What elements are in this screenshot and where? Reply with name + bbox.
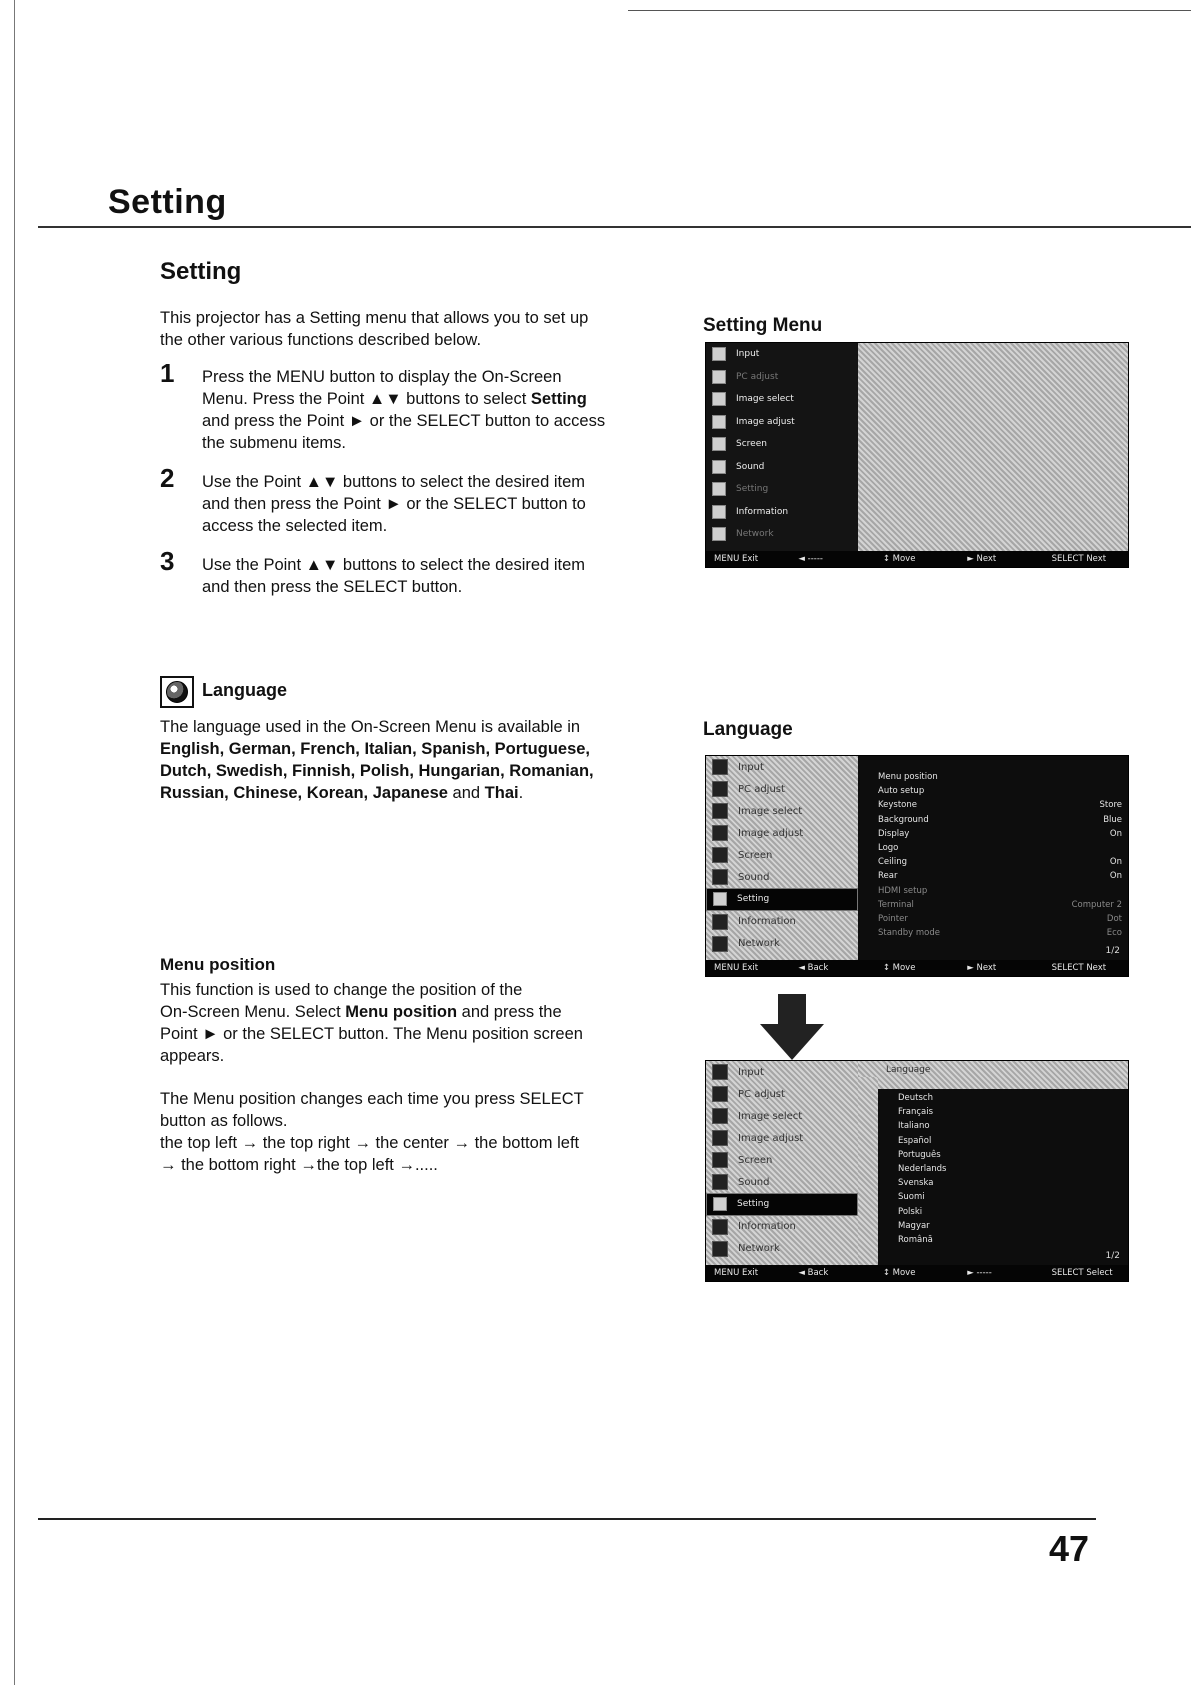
osd-main-menu-grayed	[706, 756, 858, 960]
sound-icon	[712, 1174, 728, 1190]
menu-position-line: On-Screen Menu. Select Menu position and press the	[160, 1003, 562, 1021]
osd-option-row: Ceiling On	[878, 857, 1122, 868]
osd-language-option: Svenska	[898, 1178, 934, 1189]
osd-gray-item: Sound	[706, 1171, 858, 1193]
menu-position-sequence	[160, 1088, 660, 1176]
step-number: 2	[160, 463, 175, 493]
setting-menu-caption: Setting Menu	[703, 315, 823, 336]
step-2-text	[202, 471, 662, 537]
osd-language-header: Language	[858, 1061, 1128, 1091]
osd-menu-item: Setting	[706, 478, 858, 501]
step-3-text	[202, 554, 662, 598]
image-adjust-icon	[712, 825, 728, 841]
osd-gray-item: PC adjust	[706, 1083, 858, 1105]
osd-footer: MENU Exit ◄ Back ↕ Move ► ----- SELECT Select	[706, 1265, 1128, 1281]
footer-rule	[38, 1518, 1096, 1520]
osd-option-row: Terminal Computer 2	[878, 899, 1122, 910]
step-line: access the selected item.	[202, 517, 388, 535]
osd-option-row: Background Blue	[878, 814, 1122, 825]
osd-gray-item: Image select	[706, 1105, 858, 1127]
subheading: Setting	[160, 258, 242, 285]
osd-language-option: Polski	[898, 1206, 923, 1217]
setting-icon	[713, 892, 727, 906]
image-select-icon	[712, 803, 728, 819]
osd-language-option: Italiano	[898, 1121, 930, 1132]
osd-pager: 1/2	[1105, 1251, 1120, 1261]
osd-option-row: Rear On	[878, 871, 1122, 882]
step-number: 1	[160, 358, 175, 388]
osd-gray-item: Input	[706, 1061, 858, 1083]
network-icon	[712, 936, 728, 952]
osd-gray-item: Information	[706, 911, 858, 933]
osd-menu-item: Image select	[706, 388, 858, 411]
network-icon	[712, 1241, 728, 1257]
osd-footer: MENU Exit ◄ ----- ↕ Move ► Next SELECT Next	[706, 551, 1128, 567]
sound-icon	[712, 460, 726, 474]
language-heading: Language	[202, 680, 288, 700]
menu-position-line: The Menu position changes each time you press SELECT	[160, 1090, 584, 1108]
intro-line: the other various functions described below.	[160, 331, 482, 349]
step-line: Use the Point ▲▼ buttons to select the desired item	[202, 473, 586, 491]
step-line: and then press the Point ► or the SELECT button to	[202, 495, 586, 513]
osd-pager: 1/2	[1105, 946, 1120, 956]
left-margin-rule	[14, 0, 15, 1685]
osd-menu-item: Network	[706, 523, 858, 546]
osd-language-list	[878, 1089, 1128, 1265]
osd-option-row: Keystone Store	[878, 800, 1122, 811]
language-list-screenshot	[705, 1060, 1129, 1282]
osd-main-menu-grayed	[706, 1061, 858, 1265]
osd-menu-item: PC adjust	[706, 366, 858, 389]
step-line: Menu. Press the Point ▲▼ buttons to select Setting	[202, 390, 587, 408]
screen-icon	[712, 1152, 728, 1168]
step-line: and then press the SELECT button.	[202, 578, 463, 596]
menu-position-paragraph	[160, 979, 650, 1067]
input-icon	[712, 1064, 728, 1080]
osd-language-option: Deutsch	[898, 1093, 933, 1103]
language-line: Russian, Chinese, Korean, Japanese and Thai.	[160, 784, 524, 802]
setting-icon	[712, 482, 726, 496]
osd-language-option: Magyar	[898, 1220, 930, 1231]
title-underline	[38, 226, 1191, 228]
language-caption: Language	[703, 719, 793, 740]
setting-menu-screenshot	[705, 342, 1129, 568]
osd-gray-item: Image adjust	[706, 1127, 858, 1149]
step-line: the submenu items.	[202, 434, 346, 452]
menu-position-line: button as follows.	[160, 1112, 288, 1130]
intro-paragraph	[160, 307, 660, 351]
step-1-text	[202, 366, 662, 454]
globe-icon-glyph	[166, 681, 188, 703]
osd-option-row: Auto setup	[878, 786, 925, 797]
osd-menu-item: Information	[706, 501, 858, 524]
image-select-icon	[712, 1108, 728, 1124]
osd-menu-item: Input	[706, 343, 858, 366]
information-icon	[712, 505, 726, 519]
osd-option-row: Standby mode Eco	[878, 928, 1122, 939]
osd-gray-item: PC adjust	[706, 778, 858, 800]
page-number: 47	[1049, 1528, 1090, 1569]
osd-language-option: Français	[898, 1107, 934, 1118]
menu-position-line: appears.	[160, 1047, 225, 1065]
image-adjust-icon	[712, 415, 726, 429]
osd-language-option: Suomi	[898, 1192, 925, 1203]
osd-language-option: Română	[898, 1234, 933, 1245]
step-line: and press the Point ► or the SELECT button to access	[202, 412, 606, 430]
osd-selected-item: Setting	[706, 888, 858, 911]
osd-language-option: Nederlands	[898, 1163, 947, 1174]
globe-icon	[160, 676, 194, 708]
osd-gray-item: Image adjust	[706, 822, 858, 844]
step-number: 3	[160, 546, 175, 576]
intro-line: This projector has a Setting menu that allows you to set up	[160, 309, 589, 327]
screen-icon	[712, 437, 726, 451]
screen-icon	[712, 847, 728, 863]
step-line: Use the Point ▲▼ buttons to select the desired item	[202, 556, 586, 574]
input-icon	[712, 759, 728, 775]
osd-option-row: Display On	[878, 828, 1122, 839]
top-rule	[628, 10, 1191, 11]
arrow-down-icon	[760, 994, 824, 1060]
osd-gray-item: Screen	[706, 844, 858, 866]
input-icon	[712, 347, 726, 361]
osd-option-row: Logo	[878, 842, 899, 853]
sound-icon	[712, 869, 728, 885]
osd-submenu-grayed	[858, 343, 1128, 551]
osd-gray-item: Network	[706, 1238, 858, 1260]
osd-main-menu	[706, 343, 858, 551]
osd-option-row: Pointer Dot	[878, 913, 1122, 924]
language-line: Dutch, Swedish, Finnish, Polish, Hungarian, Romanian,	[160, 762, 594, 780]
pc-adjust-icon	[712, 1086, 728, 1102]
osd-setting-options	[858, 756, 1128, 960]
pc-adjust-icon	[712, 781, 728, 797]
language-line: The language used in the On-Screen Menu is available in	[160, 718, 581, 736]
language-screenshot	[705, 755, 1129, 977]
osd-gray-item: Sound	[706, 866, 858, 888]
osd-selected-item: Setting	[706, 1193, 858, 1216]
osd-gray-strip	[858, 1077, 878, 1265]
network-icon	[712, 527, 726, 541]
osd-menu-item: Screen	[706, 433, 858, 456]
language-line: English, German, French, Italian, Spanish, Portuguese,	[160, 740, 591, 758]
osd-option-row: Menu position	[878, 772, 938, 782]
pc-adjust-icon	[712, 370, 726, 384]
osd-menu-item: Image adjust	[706, 411, 858, 434]
menu-position-line: the top left → the top right → the center → the bottom left	[160, 1134, 580, 1152]
information-icon	[712, 1219, 728, 1235]
osd-gray-item: Image select	[706, 800, 858, 822]
osd-language-option: Português	[898, 1149, 941, 1160]
section-title: Setting	[108, 183, 227, 221]
osd-option-row: HDMI setup	[878, 885, 928, 896]
image-select-icon	[712, 392, 726, 406]
image-adjust-icon	[712, 1130, 728, 1146]
setting-icon	[713, 1197, 727, 1211]
osd-language-option: Español	[898, 1135, 932, 1146]
osd-gray-item: Input	[706, 756, 858, 778]
osd-gray-item: Screen	[706, 1149, 858, 1171]
menu-position-heading: Menu position	[160, 955, 276, 974]
menu-position-line: → the bottom right →the top left →.....	[160, 1156, 438, 1174]
language-paragraph	[160, 716, 650, 804]
menu-position-line: This function is used to change the position of the	[160, 981, 523, 999]
osd-gray-item: Information	[706, 1216, 858, 1238]
step-line: Press the MENU button to display the On-Screen	[202, 368, 562, 386]
osd-gray-item: Network	[706, 933, 858, 955]
osd-footer: MENU Exit ◄ Back ↕ Move ► Next SELECT Next	[706, 960, 1128, 976]
osd-menu-item: Sound	[706, 456, 858, 479]
menu-position-line: Point ► or the SELECT button. The Menu position screen	[160, 1025, 583, 1043]
information-icon	[712, 914, 728, 930]
